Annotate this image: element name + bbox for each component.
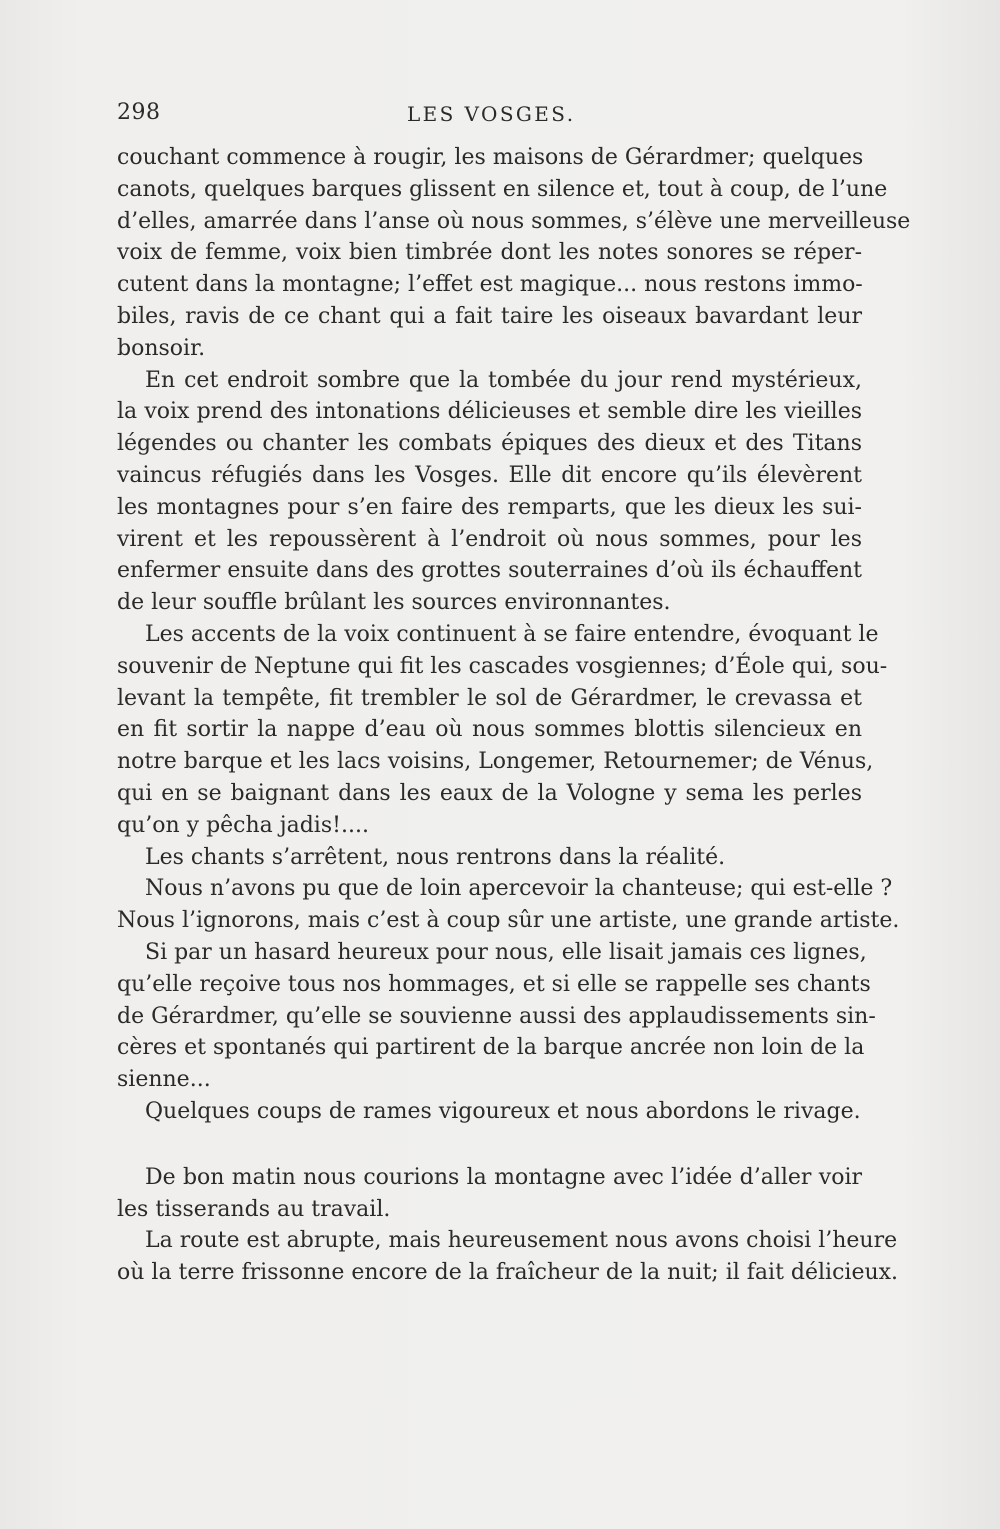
text-line: Nous n’avons pu que de loin apercevoir la chanteuse; qui est-elle ? [145, 876, 893, 902]
text-line: d’elles, amarrée dans l’anse où nous sommes, s’élève une merveilleuse [117, 208, 911, 234]
text-line: biles, ravis de ce chant qui a fait taire les oiseaux bavardant leur [117, 303, 862, 329]
paragraph [117, 1096, 862, 1128]
text-line: de Gérardmer, qu’elle se souvienne aussi des applaudissements sin- [117, 1003, 876, 1029]
paragraph [117, 365, 862, 619]
text-line: les montagnes pour s’en faire des remparts, que les dieux les sui- [117, 494, 862, 520]
text-line: voix de femme, voix bien timbrée dont les notes sonores se réper- [117, 240, 862, 266]
text-line: La route est abrupte, mais heureusement nous avons choisi l’heure [145, 1228, 898, 1254]
text-line: qu’elle reçoive tous nos hommages, et si elle se rappelle ses chants [117, 971, 871, 997]
text-line: Les accents de la voix continuent à se faire entendre, évoquant le [145, 621, 879, 647]
paragraph [117, 142, 911, 365]
text-line: les tisserands au travail. [117, 1196, 391, 1222]
paragraph [117, 619, 888, 842]
text-line: Si par un hasard heureux pour nous, elle lisait jamais ces lignes, [145, 939, 867, 965]
text-line: Les chants s’arrêtent, nous rentrons dans la réalité. [145, 844, 726, 870]
text-line: couchant commence à rougir, les maisons de Gérardmer; quelques [117, 145, 864, 170]
text-line: levant la tempête, fit trembler le sol de Gérardmer, le crevassa et [117, 685, 862, 711]
page-number: 298 [117, 100, 161, 125]
paragraph [117, 1225, 899, 1289]
text-line: la voix prend des intonations délicieuses et semble dire les vieilles [117, 399, 862, 425]
text-line: sienne... [117, 1067, 211, 1093]
text-line: virent et les repoussèrent à l’endroit où nous sommes, pour les [117, 526, 862, 552]
text-line: notre barque et les lacs voisins, Longemer, Retournemer; de Vénus, [117, 749, 874, 775]
text-line: De bon matin nous courions la montagne avec l’idée d’aller voir [145, 1164, 862, 1190]
text-line: Nous l’ignorons, mais c’est à coup sûr une artiste, une grande artiste. [117, 908, 900, 934]
text-line: vaincus réfugiés dans les Vosges. Elle dit encore qu’ils élevèrent [117, 462, 862, 488]
text-line: qui en se baignant dans les eaux de la Vologne y sema les perles [117, 780, 862, 806]
text-line: de leur souffle brûlant les sources environnantes. [117, 590, 671, 616]
text-line: où la terre frissonne encore de la fraîcheur de la nuit; il fait délicieux. [117, 1260, 899, 1286]
body-text [117, 142, 911, 1289]
paragraph [117, 873, 900, 937]
text-line: cutent dans la montagne; l’effet est magique... nous restons immo- [117, 272, 863, 298]
paragraph [117, 937, 876, 1096]
text-line: qu’on y pêcha jadis!.... [117, 812, 369, 838]
text-line: Quelques coups de rames vigoureux et nous abordons le rivage. [145, 1098, 861, 1124]
running-title: LES VOSGES. [407, 102, 576, 126]
text-line: canots, quelques barques glissent en silence et, tout à coup, de l’une [117, 176, 888, 202]
paragraph [117, 842, 862, 874]
text-line: souvenir de Neptune qui fit les cascades vosgiennes; d’Éole qui, sou- [117, 653, 888, 679]
paragraph [117, 1162, 862, 1226]
text-line: enfermer ensuite dans des grottes souterraines d’où ils échauffent [117, 558, 862, 584]
text-line: cères et spontanés qui partirent de la barque ancrée non loin de la [117, 1035, 865, 1061]
text-line: légendes ou chanter les combats épiques des dieux et des Titans [117, 431, 862, 457]
paragraph-gap [117, 1128, 862, 1162]
text-line: En cet endroit sombre que la tombée du jour rend mystérieux, [145, 367, 862, 393]
text-line: bonsoir. [117, 335, 206, 361]
running-head [117, 100, 862, 132]
text-line: en fit sortir la nappe d’eau où nous sommes blottis silencieux en [117, 717, 862, 743]
